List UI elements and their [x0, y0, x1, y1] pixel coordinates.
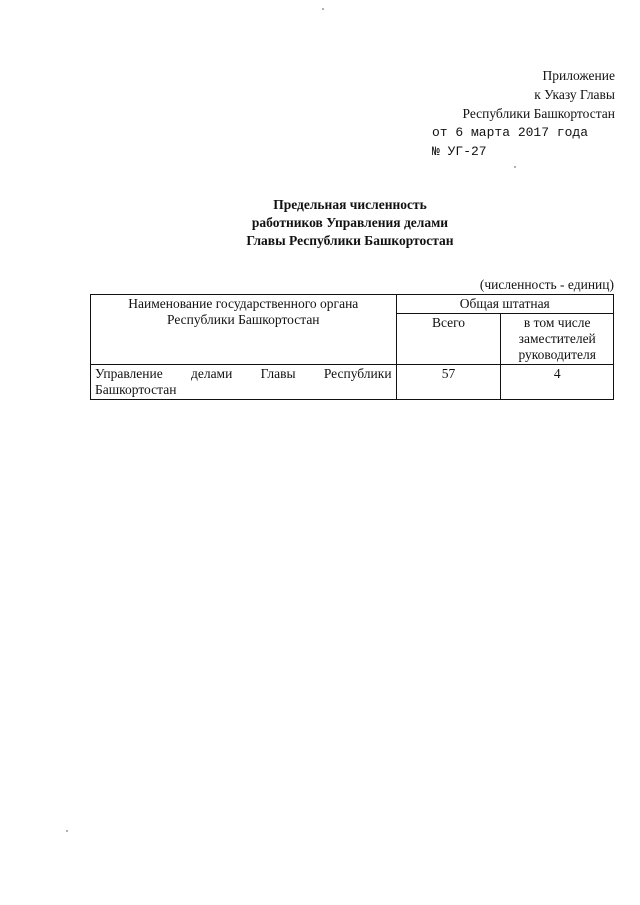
appendix-date: от 6 марта 2017 года [432, 125, 589, 140]
table-header-row [91, 295, 614, 314]
header-total: Всего [396, 314, 501, 365]
header-total-staff: Общая штатная [396, 295, 613, 314]
header-organ-name: Наименование государственного органа Республики Башкортостан [91, 295, 397, 365]
appendix-label: Приложение [542, 68, 615, 83]
appendix-number: № УГ-27 [432, 144, 487, 159]
appendix-republic: Республики Башкортостан [462, 106, 615, 121]
row-deputies: 4 [501, 365, 614, 400]
title-line-3: Главы Республики Башкортостан [246, 233, 454, 248]
row-organ-name: Управление делами Главы Республики Башкортостан [91, 365, 397, 400]
units-note: (численность - единиц) [479, 277, 614, 292]
scan-speck [514, 166, 516, 168]
table-row [91, 365, 614, 400]
staff-table [90, 294, 614, 400]
title-line-2: работников Управления делами [251, 215, 449, 230]
document-title [150, 196, 550, 250]
title-line-1: Предельная численность [273, 197, 427, 212]
appendix-block [420, 66, 615, 161]
header-deputies: в том числе заместителей руководителя [501, 314, 614, 365]
appendix-decree-ref: к Указу Главы [534, 87, 615, 102]
scan-speck [66, 830, 68, 832]
scan-speck [322, 8, 324, 10]
row-total: 57 [396, 365, 501, 400]
